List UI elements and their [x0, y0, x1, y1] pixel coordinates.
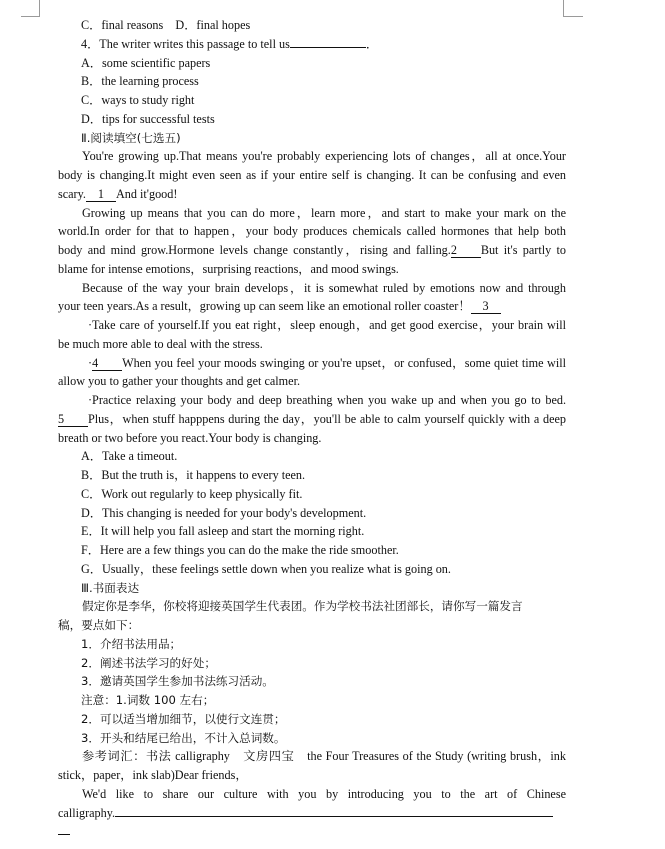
seven-option-b: B．But the truth is，it happens to every teen.: [81, 468, 306, 482]
writing-prompt-line1: 假定你是李华，你校将迎接英国学生代表团。作为学校书法社团部长，请你写一篇发言: [82, 599, 523, 614]
corner-mark-left-horizontal: [21, 16, 40, 17]
q4-option-b: B．the learning process: [81, 74, 199, 89]
q4-option-c: C．ways to study right: [81, 93, 195, 107]
p6-l2-post: Plus，when stuff happpens during the day，you'll be able to calm yourself quickly with a deep: [88, 411, 566, 426]
writing-note-1: 注意：1.词数 100 左右；: [81, 693, 215, 707]
writing-prompt-line2: 稿，要点如下：: [58, 618, 140, 632]
blank-1: 1: [86, 188, 116, 202]
passage-p1-line3: [58, 185, 566, 204]
writing-start-line2: [58, 804, 566, 823]
seven-option-a: A．Take a timeout.: [81, 449, 178, 464]
passage-p1-line2: body is changing.It might even seen as if your entire self is changing. It can be confusing and even: [58, 168, 566, 182]
q4-option-d: D．tips for successful tests: [81, 111, 215, 126]
passage-p4-line1: ·Take care of yourself.If you eat right，sleep enough，and get good exercise，your brain will: [88, 318, 566, 332]
seven-option-d: D．This changing is needed for your body's development.: [81, 505, 367, 520]
writing-note-2: 2．可以适当增加细节，以使行文连贯；: [81, 711, 286, 726]
seven-option-c: C．Work out regularly to keep physically fit.: [81, 486, 303, 501]
passage-p5-line2: allow you to gather your thoughts and get calmer.: [58, 374, 300, 389]
writing-point-3: 3．邀请英国学生参加书法练习活动。: [81, 674, 274, 689]
q4-option-a: A．some scientific papers: [81, 55, 211, 70]
passage-p2-line1: Growing up means that you can do more，learn more，and start to make your mark on the: [82, 205, 566, 220]
writing-point-1: 1．介绍书法用品；: [81, 636, 182, 651]
blank-3: 3: [471, 300, 501, 314]
passage-p4-line2: be much more able to deal with the stress.: [58, 336, 263, 351]
p5-bullet: ·: [88, 355, 93, 370]
blank-5: 5: [58, 413, 88, 427]
passage-p3-line2: [58, 297, 566, 316]
passage-p2-line4: blame for intense emotions，surprising reactions，and mood swings.: [58, 261, 399, 276]
q4-answer-blank: [290, 47, 366, 48]
section3-heading-text: Ⅲ.书面表达: [81, 580, 140, 595]
passage-p6-line2: [58, 410, 566, 429]
corner-mark-left-vertical: [39, 0, 40, 17]
q4-stem: [58, 35, 566, 54]
writing-start-line1: We'd like to share our culture with you by introducing you to the art of Chinese: [82, 786, 566, 801]
writing-answer-line: [115, 816, 553, 817]
passage-p3-line1: Because of the way your brain develops，it is somewhat ruled by emotions now and through: [82, 280, 566, 295]
passage-p6-line1: ·Practice relaxing your body and deep breathing when you wake up and when you go to bed.: [88, 393, 566, 407]
passage-p1-line1: You're growing up.That means you're probably experiencing lots of changes，all at once.Your: [82, 149, 566, 164]
reference-vocab-line1: 参考词汇：书法 calligraphy 文房四宝 the Four Treasures of the Study (writing brush，ink: [82, 749, 566, 764]
p1-end-post: And it'good!: [115, 186, 178, 201]
q4-stem-end: ．: [365, 36, 379, 51]
passage-p2-line2: world.In order for that to happen，your body produces chemicals called hormones that help both: [58, 224, 566, 239]
p2-l3-pre: body and mind grow.Hormone levels change constantly，rising and falling.: [58, 243, 451, 257]
blank-4: 4: [92, 357, 122, 371]
section3-heading: [58, 579, 566, 598]
writing-answer-tail-line: [58, 834, 70, 835]
p1-end-pre: scary.: [58, 186, 86, 201]
p2-l3-post: But it's partly to: [480, 243, 566, 257]
seven-option-e: E．It will help you fall asleep and start the morning right.: [81, 524, 365, 539]
blank-2: 2: [451, 244, 481, 258]
p3-l2-pre: your teen years.As a result，growing up can seem like an emotional roller coaster！: [58, 299, 471, 314]
writing-start-text: calligraphy.: [58, 805, 116, 820]
passage-p2-line3: [58, 241, 566, 260]
writing-point-2: 2．阐述书法学习的好处；: [81, 655, 216, 670]
q3-options-cd: C．final reasons D．final hopes: [81, 18, 251, 32]
q4-stem-text: 4．The writer writes this passage to tell us: [81, 36, 290, 51]
document-page: [58, 16, 566, 841]
section2-heading-text: Ⅱ.阅读填空(七选五): [81, 130, 181, 145]
seven-option-f: F．Here are a few things you can do the make the ride smoother.: [81, 543, 399, 557]
writing-note-3: 3．开头和结尾已给出，不计入总词数。: [81, 730, 286, 745]
seven-option-g: G．Usually，these feelings settle down when you realize what is going on.: [81, 561, 451, 576]
corner-mark-right-vertical: [563, 0, 564, 17]
reference-vocab-line2: stick，paper，ink slab)Dear friends，: [58, 768, 248, 782]
corner-mark-right-horizontal: [563, 16, 583, 17]
p5-l1-post: When you feel your moods swinging or you're upset，or confused，some quiet time will: [122, 355, 566, 370]
passage-p5-line1: [58, 354, 566, 373]
writing-answer-tail: [58, 822, 566, 841]
section2-heading: [58, 129, 566, 148]
passage-p6-line3: breath or two before you react.Your body is changing.: [58, 430, 322, 445]
